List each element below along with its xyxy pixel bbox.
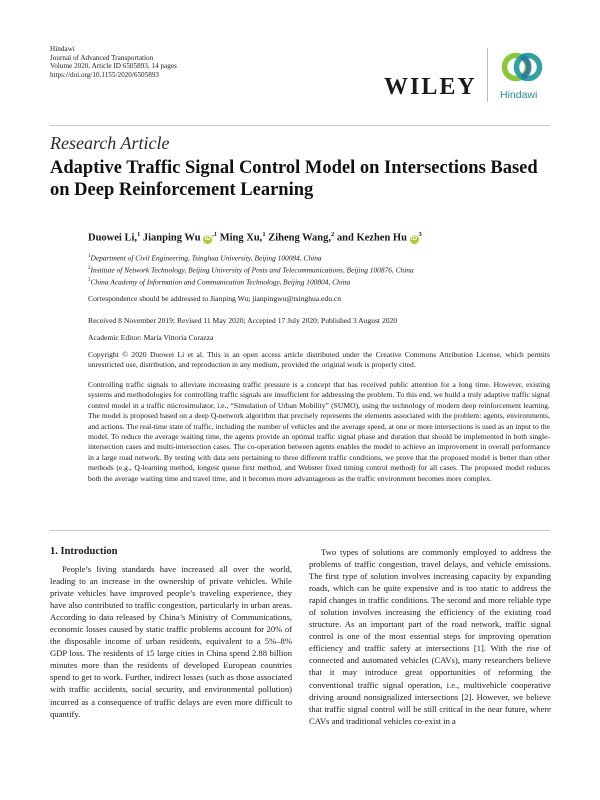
publisher-name: Hindawi — [50, 45, 75, 53]
affiliations — [88, 252, 414, 288]
author-affiliation-mark: ,1 — [212, 231, 218, 238]
doi-link[interactable]: https://doi.org/10.1155/2020/6505893 — [50, 70, 160, 79]
orcid-icon[interactable]: iD — [411, 235, 418, 242]
wiley-logo: WILEY — [384, 74, 477, 100]
affiliation-item: $^1$Department of Civil Engineering, Tsinghua University, Beijing 100084, China — [88, 253, 322, 263]
author-affiliation-mark: 3 — [418, 231, 422, 238]
body-paragraph: Two types of solutions are commonly employed to address the problems of traffic congestion, travel delays, and vehicle emissions. The first type of solution involves increasing capacity by expanding roads, which can be quite expensive and is too static to address the rapid changes in traffic conditions. The second and more reliable type of solution involves increasing the efficiency of the existing road structure. As an important part of the road network, traffic signal control is one of the most essential steps for improving operation efficiency and traffic safety at intersections [1]. With the rise of connected and automated vehicles (CAVs), many researchers believe that it may introduce great opportunities of reforming the conventional traffic signal operation, i.e., multivehicle cooperative driving around nonsignalized intersections [2]. However, we believe that traffic signal control will be still critical in the near future, where CAVs and traditional vehicles co-exist in a — [309, 547, 551, 726]
author-name[interactable]: and Kezhen Hu — [336, 232, 407, 244]
article-title: Adaptive Traffic Signal Control Model on Intersections Based on Deep Reinforcement Learning — [50, 158, 538, 200]
orcid-icon[interactable]: iD — [204, 235, 211, 242]
author-name[interactable]: Jianping Wu — [142, 232, 201, 244]
author-list — [88, 231, 422, 244]
author-affiliation-mark: 1 — [262, 231, 266, 238]
correspondence-line: Correspondence should be addressed to Jianping Wu; jianpingwu@tsinghua.edu.cn — [88, 294, 342, 303]
affiliation-item: $^2$Institute of Network Technology, Beijing University of Posts and Telecommunications, Beijing 100876, China — [88, 265, 414, 275]
volume-line: Volume 2020, Article ID 6505893, 14 pages — [50, 62, 177, 71]
header-divider — [50, 125, 550, 126]
journal-name: Journal of Advanced Transportation — [50, 53, 154, 62]
section-heading: 1. Introduction — [50, 546, 118, 557]
abstract-divider — [50, 530, 550, 531]
hindawi-logo-icon — [493, 46, 553, 92]
affiliation-item: $^3$China Academy of Information and Communication Technology, Beijing 100804, China — [88, 277, 351, 287]
author-name[interactable]: Ming Xu, — [219, 232, 263, 244]
body-column-right — [309, 546, 551, 727]
journal-metadata — [50, 45, 177, 79]
author-name[interactable]: Ziheng Wang, — [268, 232, 332, 244]
body-column-left — [50, 563, 292, 720]
publication-dates: Received 8 November 2019; Revised 11 May 2020; Accepted 17 July 2020; Published 3 August 2020 — [88, 316, 398, 325]
academic-editor: Academic Editor: Maria Vittoria Corazza — [88, 333, 214, 342]
author-affiliation-mark: 1 — [137, 231, 141, 238]
author-affiliation-mark: 2 — [331, 231, 335, 238]
body-paragraph: People’s living standards have increased all over the world, leading to an increase in the ownership of private vehicles. While private vehicles have improved people’s traveling experience, they have also contributed to traffic congestion, particularly in urban areas. According to data released by China’s Ministry of Communications, economic losses caused by static traffic problems account for 20% of the disposable income of urban residents, equivalent to a 5%–8% GDP loss. The residents of 15 large cities in China spend 2.88 billion minutes more than the residents of developed European countries spend to get to work. Further, indirect losses (such as those associated with traffic accidents, social security, and environmental pollution) incurred as a consequence of traffic delays are even more difficult to quantify. — [50, 564, 292, 719]
copyright-notice: Copyright © 2020 Duowei Li et al. This is an open access article distributed under the Creative Commons Attribution License, which permits unrestricted use, distribution, and reproduction in any medium, provided the original work is properly cited. — [88, 350, 550, 370]
logo-divider — [487, 48, 488, 102]
article-type: Research Article — [50, 133, 170, 153]
author-name[interactable]: Duowei Li, — [88, 232, 138, 244]
hindawi-wordmark: Hindawi — [500, 89, 538, 101]
abstract: Controlling traffic signals to alleviate increasing traffic pressure is a concept that has received public attention for a long time. However, existing systems and methodologies for controlling traffic signals are insufficient for addressing the problem. To this end, we build a truly adaptive traffic signal control model in a traffic microsimulator, i.e., “Simulation of Urban Mobility” (SUMO), using the technology of modern deep reinforcement learning. The model is proposed based on a deep Q-network algorithm that precisely represents the elements associated with the problem: agents, environments, and actions. The real-time state of traffic, including the number of vehicles and the average speed, at one or more intersections is used as an input to the model. To reduce the average waiting time, the agents provide an optimal traffic signal phase and duration that should be implemented in both single-intersection cases and multi-intersection cases. The co-operation between agents enables the model to achieve an improvement in overall performance in a large road network. By testing with data sets pertaining to three different traffic conditions, we prove that the proposed model is better than other methods (e.g., Q-learning method, longest queue first method, and Webster fixed timing control method) for all cases. The proposed model reduces both the average waiting time and travel time, and it becomes more advantageous as the traffic environment becomes more complex. — [88, 380, 550, 483]
